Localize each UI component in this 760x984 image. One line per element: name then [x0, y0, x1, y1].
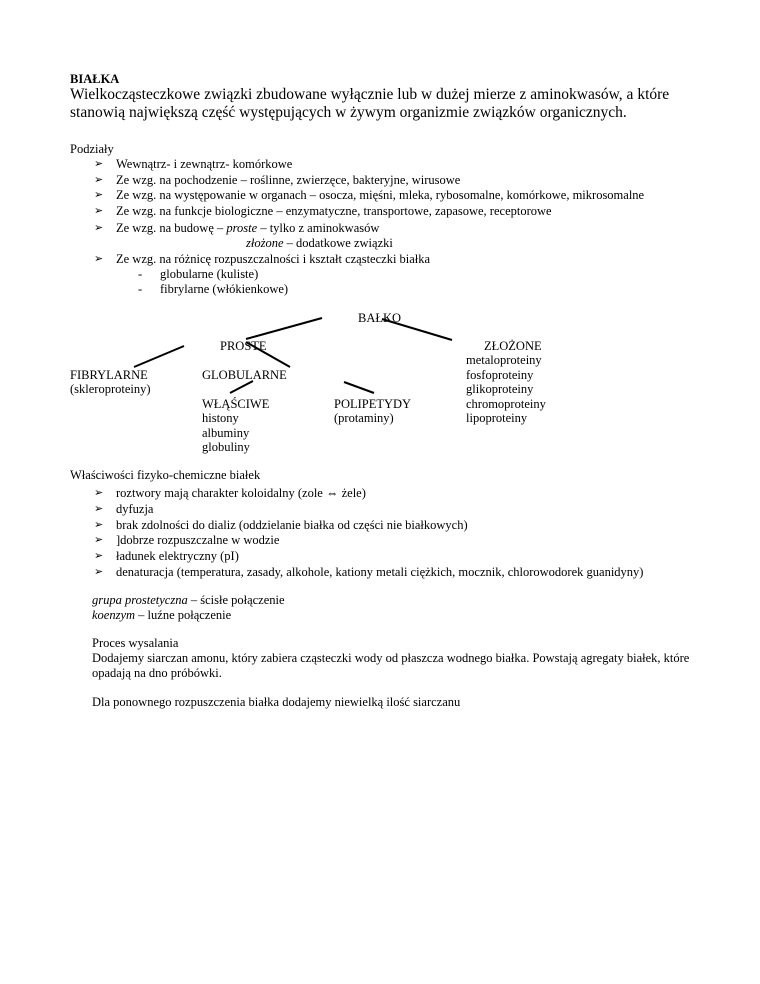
tree-complex-item: glikoproteiny: [466, 382, 534, 396]
simple-desc: – tylko z aminokwasów: [257, 221, 380, 235]
tree-proper-item: albuminy: [202, 426, 250, 440]
bullet-icon: ➢: [94, 487, 104, 499]
property-item: denaturacja (temperatura, zasady, alkohole, kationy metali ciężkich, mocznik, chlorowodorek guanidyny): [116, 565, 644, 579]
tree-complex-item: metaloproteiny: [466, 353, 542, 367]
tree-proper: WŁĄŚCIWE: [202, 397, 270, 411]
tree-complex-item: lipoproteiny: [466, 411, 528, 425]
tree-root: BAŁKO: [358, 311, 402, 325]
tree-simple: PROSTE: [220, 339, 267, 353]
bullet-icon: ➢: [94, 534, 104, 546]
properties-heading: Właściwości fizyko-chemiczne białek: [70, 468, 261, 482]
coenzyme-desc: – luźne połączenie: [135, 608, 232, 622]
dash-bullet: -: [138, 282, 143, 296]
salting-line-1: Dodajemy siarczan amonu, który zabiera cząsteczki wody od płaszcza wodnego białka. Powstają agregaty białek, które: [92, 651, 690, 665]
division-item-solubility: Ze wzg. na różnicę rozpuszczalności i kształt cząsteczki białka: [116, 252, 431, 266]
dash-bullet: -: [138, 267, 143, 281]
structure-prefix: Ze wzg. na budowę –: [116, 221, 227, 235]
bullet-icon: ➢: [94, 158, 104, 170]
solubility-subitem: globularne (kuliste): [160, 267, 259, 281]
bullet-icon: ➢: [94, 566, 104, 578]
coenzyme-line: [92, 607, 231, 623]
bullet-icon: ➢: [94, 205, 104, 217]
property-item: dyfuzja: [116, 502, 154, 516]
bullet-icon: ➢: [94, 253, 104, 265]
prosthetic-desc: – ścisłe połączenie: [187, 593, 285, 607]
bullet-icon: ➢: [94, 189, 104, 201]
bullet-icon: ➢: [94, 222, 104, 234]
bullet-icon: ➢: [94, 550, 104, 562]
property-item: roztwory mają charakter koloidalny (zole ⇔ żele): [116, 486, 366, 500]
definition-line-2: stanowią największą część występujących w żywym organizmie związków organicznych.: [70, 104, 627, 121]
division-item: Ze wzg. na funkcje biologiczne – enzymatyczne, transportowe, zapasowe, receptorowe: [116, 204, 552, 218]
tree-fibrillar-sub: (skleroproteiny): [70, 382, 151, 396]
tree-globular: GLOBULARNE: [202, 368, 287, 382]
bullet-icon: ➢: [94, 519, 104, 531]
prosthetic-group-line: [92, 592, 285, 608]
property-item: brak zdolności do dializ (oddzielanie białka od części nie białkowych): [116, 518, 468, 532]
solubility-subitem: fibrylarne (włókienkowe): [160, 282, 289, 296]
division-item: Ze wzg. na pochodzenie – roślinne, zwierzęce, bakteryjne, wirusowe: [116, 173, 461, 187]
coenzyme-term: koenzym: [92, 608, 136, 622]
tree-complex-item: chromoproteiny: [466, 397, 546, 411]
line-simple-to-fibrillar: [134, 346, 184, 367]
salting-line-3: Dla ponownego rozpuszczenia białka dodajemy niewielką ilość siarczanu: [92, 695, 461, 709]
line-root-to-simple: [246, 318, 322, 339]
tree-polypeptides: POLIPETYDY: [334, 397, 412, 411]
prosthetic-term: grupa prostetyczna: [92, 593, 188, 607]
line-globular-to-polypeptides: [344, 382, 374, 393]
property-item: ]dobrze rozpuszczalne w wodzie: [116, 533, 280, 547]
simple-term: proste: [226, 221, 258, 235]
tree-polypeptides-sub: (protaminy): [334, 411, 394, 425]
definition-line-1: Wielkocząsteczkowe związki zbudowane wyłącznie lub w dużej mierze z aminokwasów, a które: [70, 86, 670, 103]
bullet-icon: ➢: [94, 503, 104, 515]
divisions-heading: Podziały: [70, 142, 114, 156]
complex-term: złożone: [246, 236, 284, 250]
division-item: Ze wzg. na występowanie w organach – osocza, mięśni, mleka, rybosomalne, komórkowe, mikrosomalne: [116, 188, 645, 202]
property-item: ładunek elektryczny (pI): [116, 549, 239, 563]
complex-desc: – dodatkowe związki: [283, 236, 393, 250]
tree-fibrillar: FIBRYLARNE: [70, 368, 148, 382]
salting-line-2: opadają na dno próbówki.: [92, 666, 222, 680]
document-title: BIAŁKA: [70, 72, 120, 86]
tree-proper-item: histony: [202, 411, 239, 425]
tree-proper-item: globuliny: [202, 440, 250, 454]
bullet-icon: ➢: [94, 174, 104, 186]
salting-heading: Proces wysalania: [92, 636, 179, 650]
tree-complex-item: fosfoproteiny: [466, 368, 534, 382]
tree-complex: ZŁOŻONE: [484, 339, 542, 353]
division-item: Wewnątrz- i zewnątrz- komórkowe: [116, 157, 293, 171]
